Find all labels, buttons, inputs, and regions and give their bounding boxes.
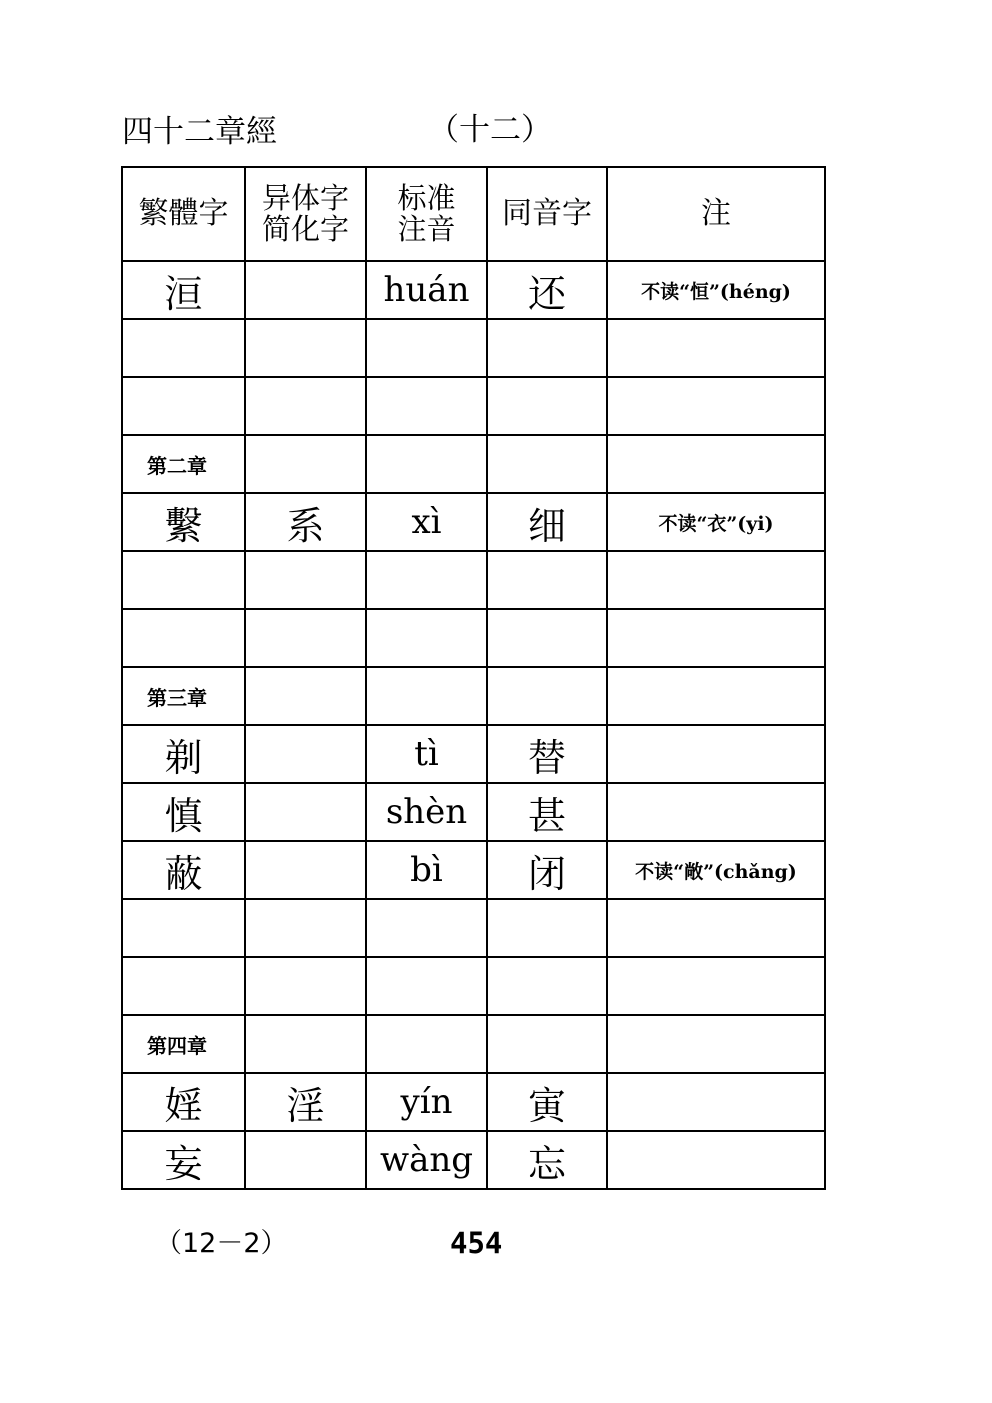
- traditional-char: 慎: [122, 783, 245, 841]
- empty-cell: [122, 899, 245, 957]
- empty-cell: [122, 957, 245, 1015]
- table-row: [122, 725, 825, 783]
- traditional-char: 剃: [122, 725, 245, 783]
- empty-cell: [122, 609, 245, 667]
- header-line: 注音: [397, 212, 456, 246]
- header-line: 注: [701, 196, 731, 231]
- pinyin: huán: [366, 261, 487, 319]
- note: 不读“恒”(héng): [607, 261, 825, 319]
- traditional-char: 蔽: [122, 841, 245, 899]
- empty-cell: [487, 667, 607, 725]
- empty-cell: [245, 319, 366, 377]
- empty-cell: [366, 551, 487, 609]
- homophone-char: 还: [487, 261, 607, 319]
- empty-cell: [607, 609, 825, 667]
- empty-cell: [607, 957, 825, 1015]
- empty-cell: [487, 551, 607, 609]
- page-number: 454: [450, 1226, 503, 1260]
- empty-cell: [487, 899, 607, 957]
- traditional-char: 婬: [122, 1073, 245, 1131]
- empty-cell: [487, 435, 607, 493]
- chapter-row: [122, 667, 825, 725]
- homophone-char: 细: [487, 493, 607, 551]
- simplified-char: [245, 725, 366, 783]
- simplified-char: 淫: [245, 1073, 366, 1131]
- chapter-label: 第四章: [122, 1015, 245, 1073]
- pinyin: tì: [366, 725, 487, 783]
- pronunciation-table: [121, 166, 826, 1190]
- note: [607, 725, 825, 783]
- traditional-char: 洹: [122, 261, 245, 319]
- header-line: 简化字: [261, 212, 349, 246]
- note: [607, 1131, 825, 1189]
- empty-cell: [366, 319, 487, 377]
- pinyin: shèn: [366, 783, 487, 841]
- header-line: 同音字: [502, 196, 592, 231]
- simplified-char: [245, 1131, 366, 1189]
- table-row: [122, 783, 825, 841]
- header-standard-pinyin: [366, 167, 487, 261]
- empty-cell: [245, 957, 366, 1015]
- table-row: [122, 841, 825, 899]
- chapter-label: 第二章: [122, 435, 245, 493]
- blank-row: [122, 899, 825, 957]
- chapter-row: [122, 435, 825, 493]
- header-line: 异体字: [261, 181, 349, 215]
- header-note: [607, 167, 825, 261]
- pinyin: bì: [366, 841, 487, 899]
- empty-cell: [607, 435, 825, 493]
- empty-cell: [607, 899, 825, 957]
- book-title: 四十二章經: [122, 114, 277, 150]
- empty-cell: [122, 551, 245, 609]
- empty-cell: [487, 377, 607, 435]
- simplified-char: [245, 783, 366, 841]
- simplified-char: 系: [245, 493, 366, 551]
- homophone-char: 甚: [487, 783, 607, 841]
- header-line: 标准: [397, 181, 456, 215]
- note: 不读“敞”(chǎng): [607, 841, 825, 899]
- homophone-char: 忘: [487, 1131, 607, 1189]
- blank-row: [122, 609, 825, 667]
- simplified-char: [245, 841, 366, 899]
- table-row: [122, 493, 825, 551]
- empty-cell: [607, 377, 825, 435]
- table-header-row: [122, 167, 825, 261]
- empty-cell: [487, 609, 607, 667]
- traditional-char: 繫: [122, 493, 245, 551]
- empty-cell: [487, 1015, 607, 1073]
- header-variant-simplified: [245, 167, 366, 261]
- chapter-label: 第三章: [122, 667, 245, 725]
- footer-code: （12－2）: [155, 1228, 288, 1259]
- empty-cell: [607, 319, 825, 377]
- table-body: [122, 261, 825, 1189]
- empty-cell: [245, 435, 366, 493]
- empty-cell: [245, 1015, 366, 1073]
- pinyin: xì: [366, 493, 487, 551]
- empty-cell: [487, 319, 607, 377]
- table-row: [122, 261, 825, 319]
- note: 不读“衣”(yi): [607, 493, 825, 551]
- table-row: [122, 1131, 825, 1189]
- table-row: [122, 1073, 825, 1131]
- homophone-char: 寅: [487, 1073, 607, 1131]
- homophone-char: 替: [487, 725, 607, 783]
- empty-cell: [366, 667, 487, 725]
- blank-row: [122, 957, 825, 1015]
- blank-row: [122, 319, 825, 377]
- header-traditional: [122, 167, 245, 261]
- empty-cell: [245, 609, 366, 667]
- empty-cell: [366, 377, 487, 435]
- pinyin: yín: [366, 1073, 487, 1131]
- empty-cell: [607, 1015, 825, 1073]
- section-number: （十二）: [428, 112, 552, 148]
- empty-cell: [366, 435, 487, 493]
- note: [607, 783, 825, 841]
- empty-cell: [366, 1015, 487, 1073]
- pinyin: wàng: [366, 1131, 487, 1189]
- empty-cell: [245, 899, 366, 957]
- empty-cell: [245, 377, 366, 435]
- note: [607, 1073, 825, 1131]
- chapter-row: [122, 1015, 825, 1073]
- empty-cell: [122, 377, 245, 435]
- traditional-char: 妄: [122, 1131, 245, 1189]
- empty-cell: [122, 319, 245, 377]
- empty-cell: [607, 551, 825, 609]
- empty-cell: [366, 609, 487, 667]
- empty-cell: [245, 667, 366, 725]
- blank-row: [122, 377, 825, 435]
- empty-cell: [366, 899, 487, 957]
- header-line: 繁體字: [138, 196, 229, 231]
- header-homophone: [487, 167, 607, 261]
- blank-row: [122, 551, 825, 609]
- empty-cell: [245, 551, 366, 609]
- simplified-char: [245, 261, 366, 319]
- homophone-char: 闭: [487, 841, 607, 899]
- empty-cell: [366, 957, 487, 1015]
- empty-cell: [607, 667, 825, 725]
- empty-cell: [487, 957, 607, 1015]
